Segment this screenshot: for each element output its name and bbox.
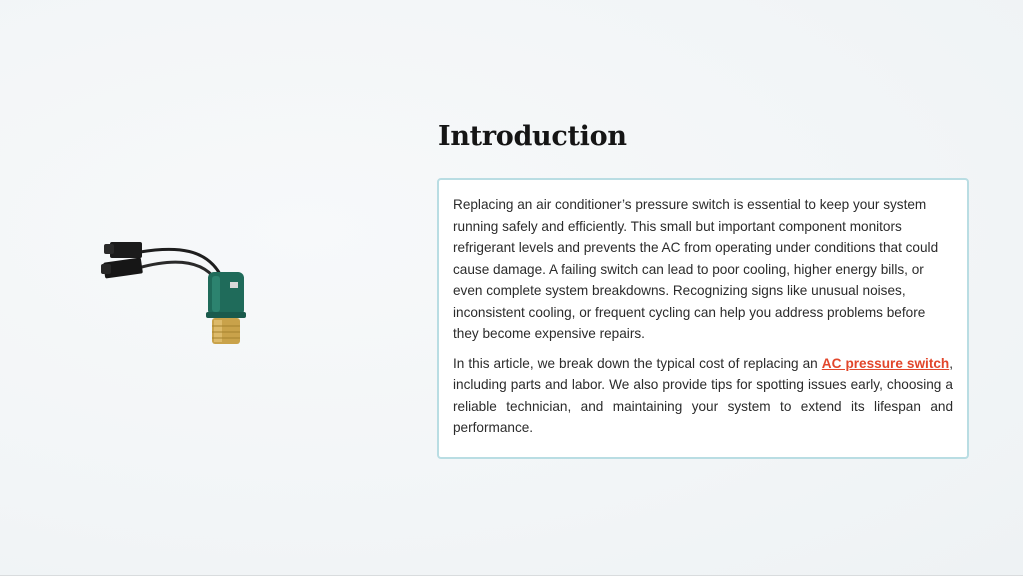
ac-pressure-switch-link[interactable]: AC pressure switch [821,355,950,371]
ac-pressure-switch-image [96,232,256,352]
intro-paragraph-2 [453,353,953,439]
page-title: Introduction [438,121,627,152]
intro-paragraph-2-start: In this article, we break down the typical cost of replacing an [453,355,822,371]
intro-paragraph-1: Replacing an air conditioner’s pressure switch is essential to keep your system running safely and efficiently. This small but important component monitors refrigerant levels and prevents the AC from operating under conditions that could cause damage. A failing switch can lead to poor cooling, higher energy bills, or even complete system breakdowns. Recognizing signs like unusual noises, inconsistent cooling, or frequent cycling can help you address problems before they become expensive repairs. [453,197,939,341]
intro-card [437,178,969,459]
intro-paragraph-2-end: , including parts and labor. We also provide tips for spotting issues early, choosing a reliable technician, and maintaining your system to extend its lifespan and performance. [453,355,953,435]
